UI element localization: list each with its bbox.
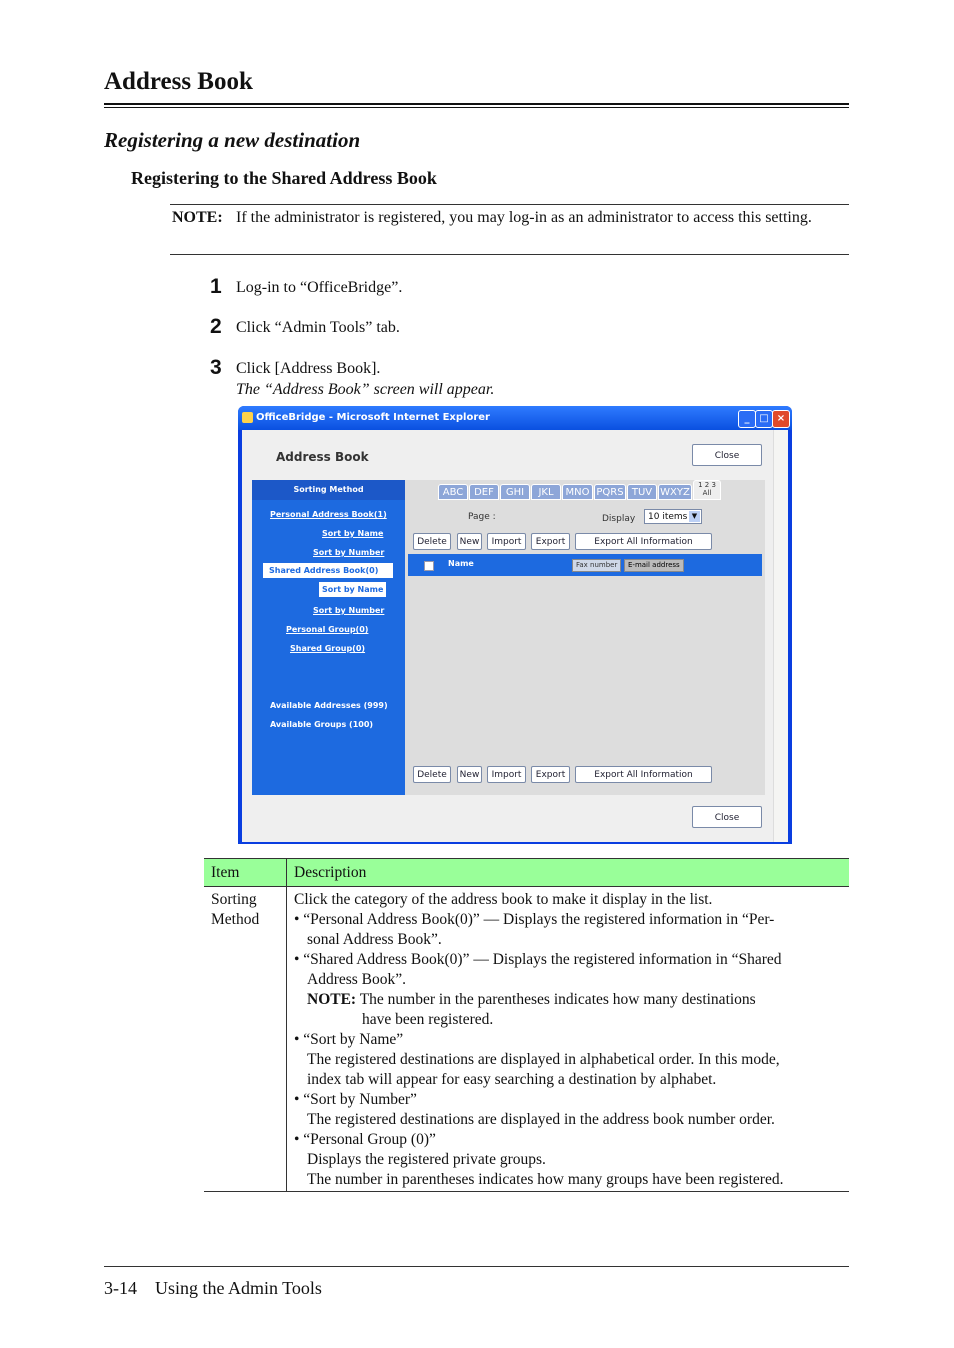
- sidebar-sort-by-name-selected[interactable]: Sort by Name: [319, 582, 386, 597]
- tab-jkl[interactable]: JKL: [531, 484, 561, 500]
- display-select-value: 10 items: [648, 512, 688, 522]
- table-header-description: Description: [287, 859, 850, 887]
- desc-line: The registered destinations are displayed in alphabetical order. In this mode,: [307, 1051, 780, 1068]
- export-all-button-bottom[interactable]: Export All Information: [575, 766, 712, 783]
- heading-rule: [104, 103, 849, 105]
- sidebar-personal-group[interactable]: Personal Group(0): [286, 625, 369, 634]
- step-number: 2: [210, 315, 222, 338]
- step-number: 3: [210, 356, 222, 379]
- close-button-top[interactable]: Close: [692, 444, 762, 466]
- sorting-method-title: Sorting Method: [252, 480, 405, 500]
- close-button-bottom[interactable]: Close: [692, 806, 762, 828]
- sidebar-sort-by-number[interactable]: Sort by Number: [313, 548, 385, 557]
- table-header-item: Item: [204, 859, 287, 887]
- chevron-down-icon: ▼: [689, 511, 700, 522]
- desc-line: • “Personal Address Book(0)” — Displays the registered information in “Per-: [294, 911, 775, 928]
- import-button-top[interactable]: Import: [487, 533, 526, 550]
- tab-pqrs[interactable]: PQRS: [594, 484, 626, 500]
- note-bottom-rule: [170, 254, 849, 255]
- desc-line: have been registered.: [362, 1011, 494, 1028]
- import-button-bottom[interactable]: Import: [487, 766, 526, 783]
- sidebar-sort-by-name[interactable]: Sort by Name: [322, 529, 384, 538]
- address-book-header: Address Book: [276, 450, 369, 464]
- export-all-button-top[interactable]: Export All Information: [575, 533, 712, 550]
- sidebar-personal-address-book[interactable]: Personal Address Book(1): [270, 510, 387, 519]
- display-select[interactable]: [644, 509, 702, 524]
- tab-wxyz[interactable]: WXYZ: [658, 484, 692, 500]
- table-cell-item: Sorting Method: [204, 887, 287, 1192]
- export-button-bottom[interactable]: Export: [531, 766, 570, 783]
- tab-123-all[interactable]: 1 2 3 All: [693, 480, 721, 500]
- email-address-toggle[interactable]: E-mail address: [624, 559, 684, 572]
- desc-line: The number in parentheses indicates how many groups have been registered.: [307, 1171, 784, 1188]
- sidebar-sort-by-number-shared[interactable]: Sort by Number: [313, 606, 385, 615]
- browser-window: [238, 406, 792, 844]
- minimize-icon[interactable]: _: [738, 410, 756, 428]
- select-all-checkbox[interactable]: [424, 561, 434, 571]
- table-cell-description: [287, 887, 850, 1192]
- heading-rule-thin: [104, 107, 849, 108]
- subsection-title: Registering to the Shared Address Book: [131, 168, 437, 188]
- sorting-sidebar: [252, 480, 405, 795]
- page-heading: Address Book: [104, 68, 253, 95]
- new-button-top[interactable]: New: [457, 533, 482, 550]
- desc-line: sonal Address Book”.: [307, 931, 442, 948]
- step-text: Click “Admin Tools” tab.: [236, 319, 400, 336]
- step-result-text: The “Address Book” screen will appear.: [236, 381, 495, 398]
- desc-line: • “Shared Address Book(0)” — Displays the registered information in “Shared: [294, 951, 782, 968]
- tab-mno[interactable]: MNO: [562, 484, 593, 500]
- new-button-bottom[interactable]: New: [457, 766, 482, 783]
- note-block: [172, 207, 848, 228]
- desc-line: • “Personal Group (0)”: [294, 1131, 436, 1148]
- description-table: [204, 858, 849, 1192]
- step-text: [236, 358, 494, 400]
- desc-line: index tab will appear for easy searching a destination by alphabet.: [307, 1071, 717, 1088]
- tab-abc[interactable]: ABC: [438, 484, 468, 500]
- delete-button-top[interactable]: Delete: [413, 533, 451, 550]
- tab-def[interactable]: DEF: [469, 484, 499, 500]
- window-titlebar: [238, 406, 792, 430]
- ie-icon: [242, 412, 253, 423]
- scrollbar[interactable]: [773, 430, 788, 842]
- delete-button-bottom[interactable]: Delete: [413, 766, 451, 783]
- tab-ghi[interactable]: GHI: [500, 484, 530, 500]
- desc-line: Click the category of the address book to make it display in the list.: [294, 891, 713, 908]
- table-row: [204, 887, 849, 1192]
- export-button-top[interactable]: Export: [531, 533, 570, 550]
- maximize-icon[interactable]: □: [755, 410, 773, 428]
- display-label: Display: [602, 514, 636, 524]
- available-groups: Available Groups (100): [270, 720, 374, 729]
- desc-note: [294, 990, 842, 1010]
- page-footer: 3-14 Using the Admin Tools: [104, 1278, 322, 1298]
- tab-tuv[interactable]: TUV: [627, 484, 657, 500]
- desc-line: • “Sort by Name”: [294, 1031, 404, 1048]
- name-column-header[interactable]: Name: [448, 559, 474, 568]
- desc-line: • “Sort by Number”: [294, 1091, 417, 1108]
- note-text: If the administrator is registered, you may log-in as an administrator to access this setting.: [236, 209, 812, 226]
- desc-line: Address Book”.: [307, 971, 407, 988]
- sidebar-shared-address-book[interactable]: Shared Address Book(0): [263, 563, 393, 578]
- desc-note-label: NOTE:: [307, 991, 357, 1008]
- section-title: Registering a new destination: [104, 128, 361, 152]
- close-icon[interactable]: ×: [772, 410, 790, 428]
- desc-line: Displays the registered private groups.: [307, 1151, 546, 1168]
- fax-number-toggle[interactable]: Fax number: [572, 559, 621, 572]
- desc-line: The registered destinations are displayed in the address book number order.: [307, 1111, 775, 1128]
- page-label: Page :: [468, 512, 496, 522]
- address-book-panel: [252, 480, 765, 795]
- note-label: NOTE:: [172, 209, 223, 226]
- available-addresses: Available Addresses (999): [270, 701, 388, 710]
- window-title: OfficeBridge - Microsoft Internet Explorer: [256, 412, 490, 423]
- step-number: 1: [210, 275, 222, 298]
- step-text: Log-in to “OfficeBridge”.: [236, 279, 403, 296]
- note-top-rule: [170, 204, 849, 205]
- footer-rule: [104, 1266, 849, 1267]
- desc-note-text: The number in the parentheses indicates how many destinations: [359, 991, 756, 1008]
- list-header-row: [408, 554, 762, 576]
- window-client: [242, 430, 788, 842]
- sidebar-shared-group[interactable]: Shared Group(0): [290, 644, 366, 653]
- step-main-text: Click [Address Book].: [236, 360, 381, 377]
